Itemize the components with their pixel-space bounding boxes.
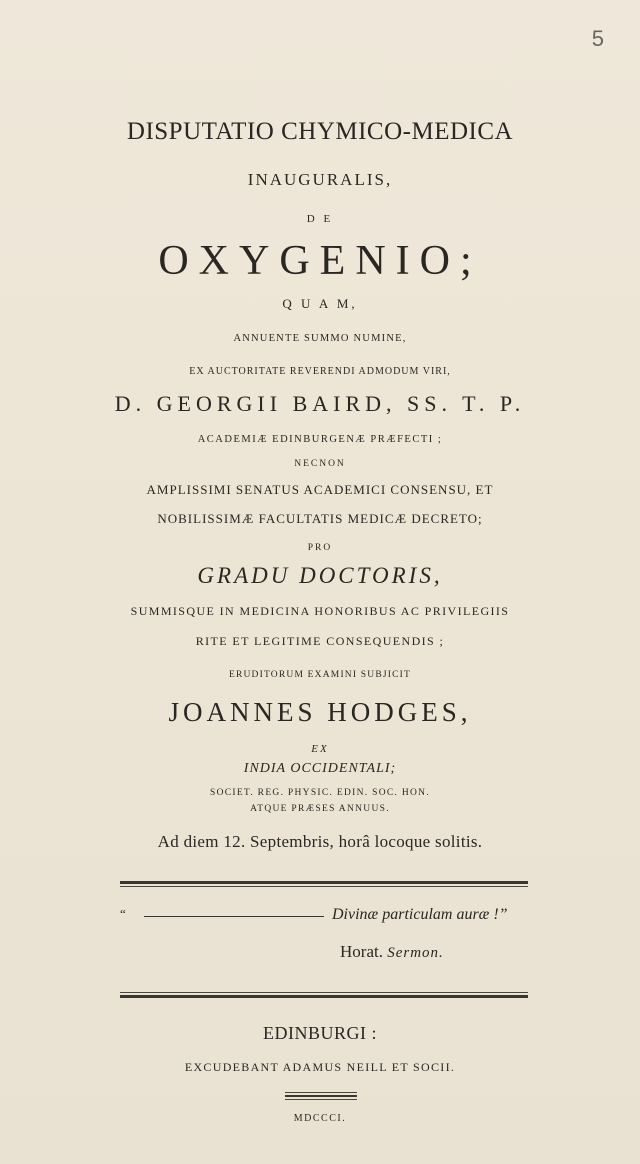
annuente-line: ANNUENTE SUMMO NUMINE, xyxy=(233,333,407,344)
lower-rule-thick xyxy=(120,995,528,998)
epigraph-open-quote: “ xyxy=(120,906,126,921)
attribution-author: Horat. xyxy=(340,942,388,961)
lower-rule-thin xyxy=(120,992,528,993)
principal-name: D. GEORGII BAIRD, SS. T. P. xyxy=(114,391,526,416)
examini-line: ERUDITORUM EXAMINI SUBJICIT xyxy=(228,670,412,680)
ornament-rule-2 xyxy=(285,1095,357,1097)
senatus-line: AMPLISSIMI SENATUS ACADEMICI CONSENSU, ET xyxy=(146,482,494,497)
thesis-title: DISPUTATIO CHYMICO-MEDICA xyxy=(126,118,514,145)
preposition-de: D E xyxy=(306,213,334,225)
thesis-type: INAUGURALIS, xyxy=(247,170,393,189)
author-origin: INDIA OCCIDENTALI; xyxy=(243,761,397,776)
epigraph xyxy=(120,906,540,930)
society-line: SOCIET. REG. PHYSIC. EDIN. SOC. HON. xyxy=(209,788,430,798)
necnon-line: NECNON xyxy=(294,459,346,469)
date-line: Ad diem 12. Septembris, horâ locoque solitis. xyxy=(157,832,483,851)
imprint-year: MDCCCI. xyxy=(293,1113,347,1124)
quam-line: Q U A M, xyxy=(282,296,358,311)
facultatis-line: NOBILISSIMÆ FACULTATIS MEDICÆ DECRETO; xyxy=(157,511,483,526)
consequendis-line: RITE ET LEGITIME CONSEQUENDIS ; xyxy=(195,634,445,648)
epigraph-text: Divinæ particulam auræ !” xyxy=(332,906,508,923)
epigraph-attribution xyxy=(340,942,444,962)
degree-title: GRADU DOCTORIS, xyxy=(197,563,443,588)
author-ex: EX xyxy=(311,743,329,755)
upper-rule-thin xyxy=(120,886,528,887)
academiae-line: ACADEMIÆ EDINBURGENÆ PRÆFECTI ; xyxy=(197,434,443,445)
praeses-line: ATQUE PRÆSES ANNUUS. xyxy=(250,804,390,814)
pro-line: PRO xyxy=(307,543,333,553)
imprint-printer: EXCUDEBANT ADAMUS NEILL ET SOCII. xyxy=(184,1060,456,1074)
ornament-rule-3 xyxy=(285,1099,357,1100)
author-name: JOANNES HODGES, xyxy=(168,697,472,727)
honoribus-line: SUMMISQUE IN MEDICINA HONORIBUS AC PRIVILEGIIS xyxy=(130,604,510,618)
epigraph-dash xyxy=(144,916,324,917)
attribution-work: Sermon. xyxy=(387,945,444,961)
imprint-city: EDINBURGI : xyxy=(263,1023,377,1043)
upper-rule-thick xyxy=(120,881,528,884)
page-number: 5 xyxy=(591,26,604,51)
ornament-rule-1 xyxy=(285,1092,357,1093)
thesis-subject: OXYGENIO; xyxy=(158,238,482,284)
auctoritate-line: EX AUCTORITATE REVERENDI ADMODUM VIRI, xyxy=(189,366,451,377)
